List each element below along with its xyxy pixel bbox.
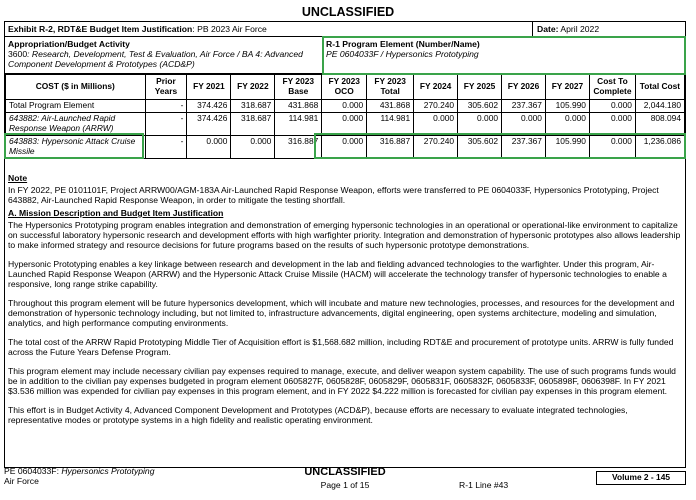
appropriation-code: 3600 [8, 49, 28, 60]
cell: 316.887 [367, 135, 414, 158]
exhibit-name: , RDT&E Budget Item Justification [52, 24, 193, 34]
cell: 2,044.180 [635, 100, 684, 113]
highlight-hacm-values [314, 133, 686, 159]
cell: 0.000 [322, 100, 367, 113]
mission-paragraph: The Hypersonics Prototyping program enables integration and demonstration of emerging hypersonic technologies in an operational or operational-like environment to capitalize on successful laboratory hypersonic research and development efforts with high warfighter priority. Integration and demonstration of hypersonic prototypes also allows leadership to make informed strategy and resource decisions for future programs based on the results of such hypersonic prototype demonstrations. [8, 220, 681, 251]
cell: 0.000 [502, 112, 546, 135]
cell: 0.000 [322, 135, 367, 158]
col-header: FY 2023 OCO [322, 75, 367, 100]
page-footer [4, 466, 686, 496]
footer-pe: PE 0604033F [4, 466, 57, 476]
highlight-hacm-name [4, 133, 144, 159]
cell: 0.000 [231, 135, 275, 158]
date-value: April 2022 [560, 24, 600, 34]
mission-paragraph: This program element may include necessary civilian pay expenses required to manage, execute, and deliver weapon system capability. The use of such programs funds would be in addition to the civilian pay expenses budgeted in program element 0605827F, 0605828F, 0605829F, 0605831F, 0605832F, 0605833F, 0605898F, 0606398F. In FY 2021 $3.536 million was expended for civilian pay expenses in this program element, and in FY 2022 $4.222 million is forecasted for civilian pay expenses in this program element. [8, 365, 676, 396]
note-text: In FY 2022, PE 0101101F, Project ARRW00/AGM-183A Air-Launched Rapid Response Weapon, efforts were transferred to PE 0604033F, Hypersonics Prototyping, Project 643882, Air-Launched Rapid Response Weapon, in order to mitigate the testing shortfall. [8, 185, 659, 206]
row-name: 643882: Air-Launched Rapid Response Weapon (ARRW) [6, 112, 146, 135]
appropriation-value [8, 49, 319, 69]
cell: 431.868 [275, 100, 322, 113]
highlight-program-element [322, 36, 686, 75]
mission-paragraph: The total cost of the ARRW Rapid Prototyping Middle Tier of Acquisition effort is $1,568.682 million, including RDT&E and procurement of prototype units. ARRW is fully funded across the Future Years Defense Program. [8, 336, 674, 358]
cell: 0.000 [414, 112, 458, 135]
footer-left: PE 0604033F: Hypersonics Prototyping Air Force [4, 466, 155, 487]
table-row [6, 100, 685, 113]
footer-classification: UNCLASSIFIED [304, 466, 386, 478]
r1-line: R-1 Line #43 [459, 480, 509, 490]
col-header: FY 2023 Total [367, 75, 414, 100]
page-number: Page 1 of 15 [320, 480, 370, 490]
col-header: FY 2025 [458, 75, 502, 100]
cell: 105.990 [545, 100, 589, 113]
cell: 808.094 [635, 112, 684, 135]
col-header: COST ($ in Millions) [6, 75, 146, 100]
footer-pe-name: Hypersonics Prototyping [61, 466, 155, 476]
cell: 0.000 [545, 112, 589, 135]
program-element-label: R-1 Program Element (Number/Name) [326, 39, 480, 49]
cell: 0.000 [589, 112, 635, 135]
exhibit-frame [4, 21, 686, 468]
footer-org: Air Force [4, 476, 39, 487]
mission-paragraph: Hypersonic Prototyping enables a key linkage between research and development in the lab and fielding advanced technologies to the warfighter. Under this program, Air-Launched Rapid Response Weapon (ARRW) and the Hypersonic Attack Cruise Missile (HACM) will accelerate the technology transfer of hypersonic technologies to enable a responsive, long range strike capability. [8, 259, 667, 290]
mission-section [8, 208, 684, 433]
appropriation-desc: : Research, Development, Test & Evaluation, Air Force / BA 4: Advanced Component Development & Prototypes (ACD&P) [8, 49, 303, 70]
exhibit-title [8, 24, 267, 34]
cell: 374.426 [187, 100, 231, 113]
cell: 0.000 [458, 112, 502, 135]
col-header: FY 2027 [545, 75, 589, 100]
appropriation-block [5, 37, 323, 74]
cell: 237.367 [502, 100, 546, 113]
col-header: Prior Years [145, 75, 187, 100]
col-header: FY 2026 [502, 75, 546, 100]
cell: 305.602 [458, 100, 502, 113]
col-header: FY 2022 [231, 75, 275, 100]
cell: 318.687 [231, 100, 275, 113]
cell: - [145, 100, 187, 113]
date-label: Date: [537, 24, 559, 34]
cell: - [145, 135, 187, 158]
note-heading: Note [8, 173, 28, 183]
cell: 0.000 [187, 135, 231, 158]
exhibit-date [532, 22, 685, 37]
mission-paragraph: Throughout this program element will be future hypersonics development, which will incubate and mature new technologies, processes, and resources for the development and demonstration of hypersonic technology including, but not limited to, infrastructure advancements, digital engineering, open systems architecture, modeling and simulation, analytics, and high performance computing environments. [8, 297, 675, 329]
table-row [6, 112, 685, 135]
cell: 1,236.086 [635, 135, 684, 158]
classification-header: UNCLASSIFIED [301, 5, 395, 19]
program-element-value: PE 0604033F / Hypersonics Prototyping [326, 49, 479, 60]
exhibit-id: Exhibit R-2 [8, 24, 53, 34]
volume-badge: Volume 2 - 145 [596, 471, 686, 485]
exhibit-budget: : PB 2023 Air Force [192, 24, 267, 34]
cell: 237.367 [502, 135, 546, 158]
mission-heading: A. Mission Description and Budget Item Justification [8, 208, 224, 218]
cell: 431.868 [367, 100, 414, 113]
cell: 0.000 [322, 112, 367, 135]
col-header: FY 2023 Base [275, 75, 322, 100]
col-header: Cost To Complete [589, 75, 635, 100]
exhibit-title-row [5, 22, 685, 37]
row-name: Total Program Element [6, 100, 146, 113]
cell: 318.687 [231, 112, 275, 135]
col-header: FY 2021 [187, 75, 231, 100]
cell: 114.981 [275, 112, 322, 135]
cell: 0.000 [589, 100, 635, 113]
cell: 305.602 [458, 135, 502, 158]
cell: 105.990 [545, 135, 589, 158]
appropriation-label: Appropriation/Budget Activity [8, 39, 130, 49]
cell: 374.426 [187, 112, 231, 135]
row-name: 643883: Hypersonic Attack Cruise Missile [6, 135, 146, 158]
cell: - [145, 112, 187, 135]
note-section [8, 173, 684, 205]
col-header: FY 2024 [414, 75, 458, 100]
cell: 114.981 [367, 112, 414, 135]
mission-paragraph: This effort is in Budget Activity 4, Advanced Component Development and Prototypes (ACD&P), because efforts are necessary to evaluate integrated technologies, representative modes or prototype systems in a high fidelity and realistic operating environment. [8, 404, 628, 425]
cell: 270.240 [414, 100, 458, 113]
col-header: Total Cost [635, 75, 684, 100]
cell: 316.887 [275, 135, 322, 158]
cell: 0.000 [589, 135, 635, 158]
cost-table-header [6, 75, 685, 100]
cell: 270.240 [414, 135, 458, 158]
